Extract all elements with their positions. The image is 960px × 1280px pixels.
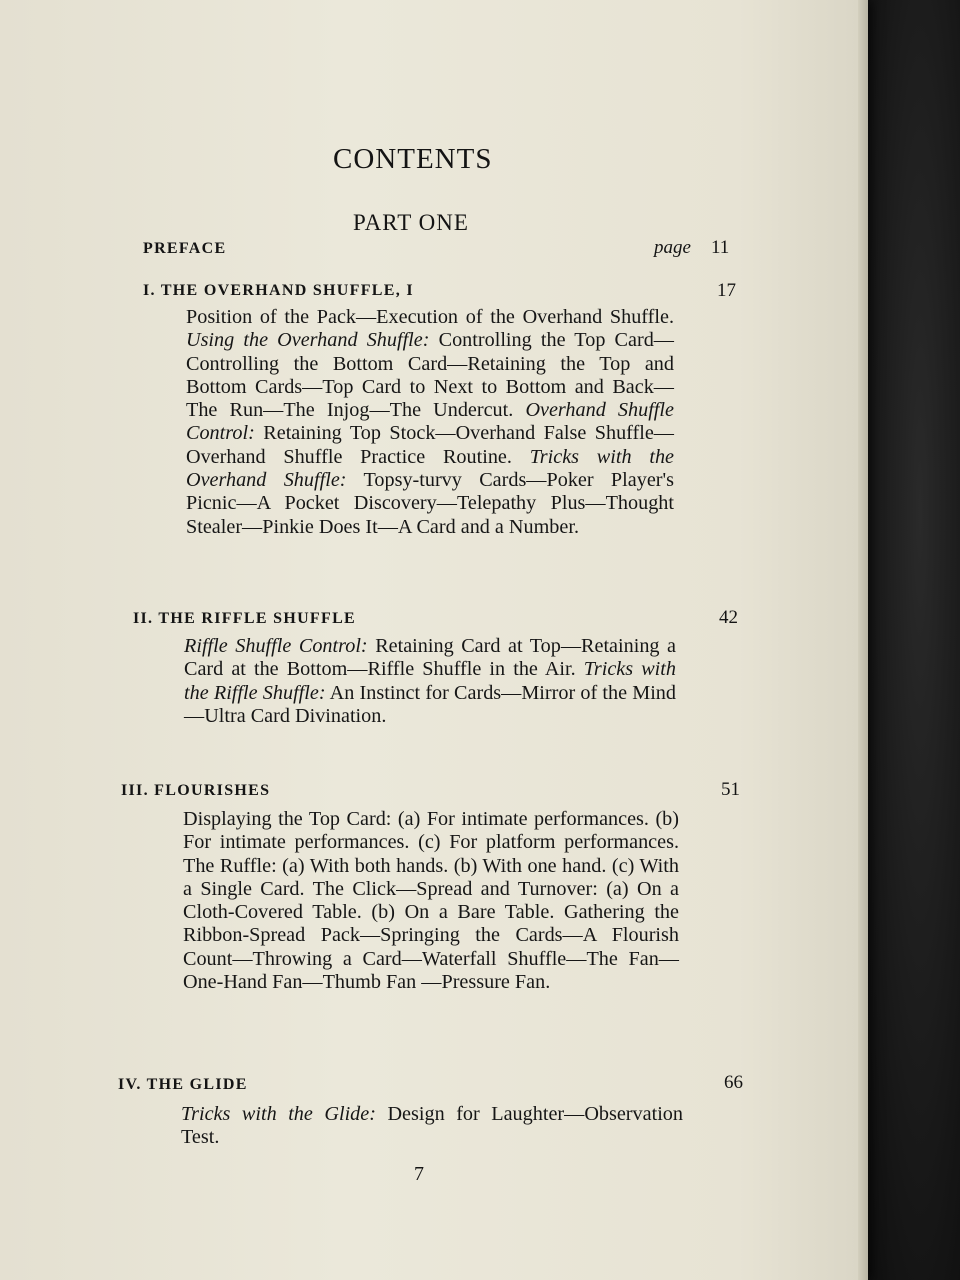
description-segment: Using the Overhand Shuffle: [186, 329, 430, 352]
page-folio: 7 [414, 1163, 424, 1185]
chapter-4-description [181, 1103, 683, 1150]
chapter-3-heading: III. FLOURISHES [121, 782, 271, 799]
dark-background [860, 0, 960, 1280]
chapter-3-description [183, 808, 679, 994]
preface-page-number: 11 [711, 237, 730, 258]
description-segment: Tricks with the Overhand Shuffle: [186, 445, 675, 492]
chapter-1-heading: I. THE OVERHAND SHUFFLE, I [143, 282, 414, 299]
part-title: PART ONE [353, 210, 469, 235]
description-segment: Position of the Pack—Execution of the Overhand Shuffle. [186, 306, 674, 328]
description-segment: Tricks with the Glide: [181, 1103, 376, 1125]
description-segment: Retaining Card at Top—Retaining a Card at the Bottom—Riffle Shuffle in the Air. [184, 635, 676, 681]
chapter-3-page-number: 51 [721, 779, 740, 800]
description-segment: Riffle Shuffle Control: [184, 635, 368, 657]
chapter-1-page-number: 17 [717, 280, 736, 301]
description-segment: Tricks with the Riffle Shuffle: [184, 658, 676, 704]
page-word: page [654, 237, 691, 258]
preface-heading: PREFACE [143, 240, 227, 257]
description-segment: Retaining Top Stock—Overhand False Shuffle—Overhand Shuffle Practice Routine. [186, 422, 674, 468]
chapter-4-heading: IV. THE GLIDE [118, 1076, 248, 1093]
description-segment: An Instinct for Cards—Mirror of the Mind—Ultra Card Divination. [184, 681, 676, 727]
contents-title: CONTENTS [333, 143, 493, 175]
page-edge [858, 0, 868, 1280]
description-segment: Topsy-turvy Cards—Poker Player's Picnic—A Pocket Discovery—Telepathy Plus—Thought Stealer—Pinkie Does It—A Card and a Number. [186, 469, 674, 538]
description-segment: Displaying the Top Card: (a) For intimate performances. (b) For intimate performances. (c) For platform performances. The Ruffle: (a) With both hands. (b) With one hand. (c) With a Single Card. The Click—Spread and Turnover: (a) On a Cloth-Covered Table. (b) On a Bare Table. Gathering the Ribbon-Spread Pack—Springing the Cards—A Flourish Count—Throwing a Card—Waterfall Shuffle—The Fan—One-Hand Fan—Thumb Fan —Pressure Fan. [183, 808, 679, 994]
chapter-2-description [184, 635, 676, 728]
description-segment: Overhand Shuffle Control: [186, 399, 674, 445]
chapter-2-page-number: 42 [719, 607, 738, 628]
description-segment: Design for Laughter—Observation Test. [181, 1103, 683, 1149]
description-segment: Controlling the Top Card—Controlling the Bottom Card—Retaining the Top and Bottom Cards—Top Card to Next to Bottom and Back—The Run—The Injog—The Undercut. [186, 329, 674, 422]
chapter-1-description [186, 306, 674, 539]
chapter-4-page-number: 66 [724, 1072, 743, 1093]
chapter-2-heading: II. THE RIFFLE SHUFFLE [133, 610, 357, 627]
